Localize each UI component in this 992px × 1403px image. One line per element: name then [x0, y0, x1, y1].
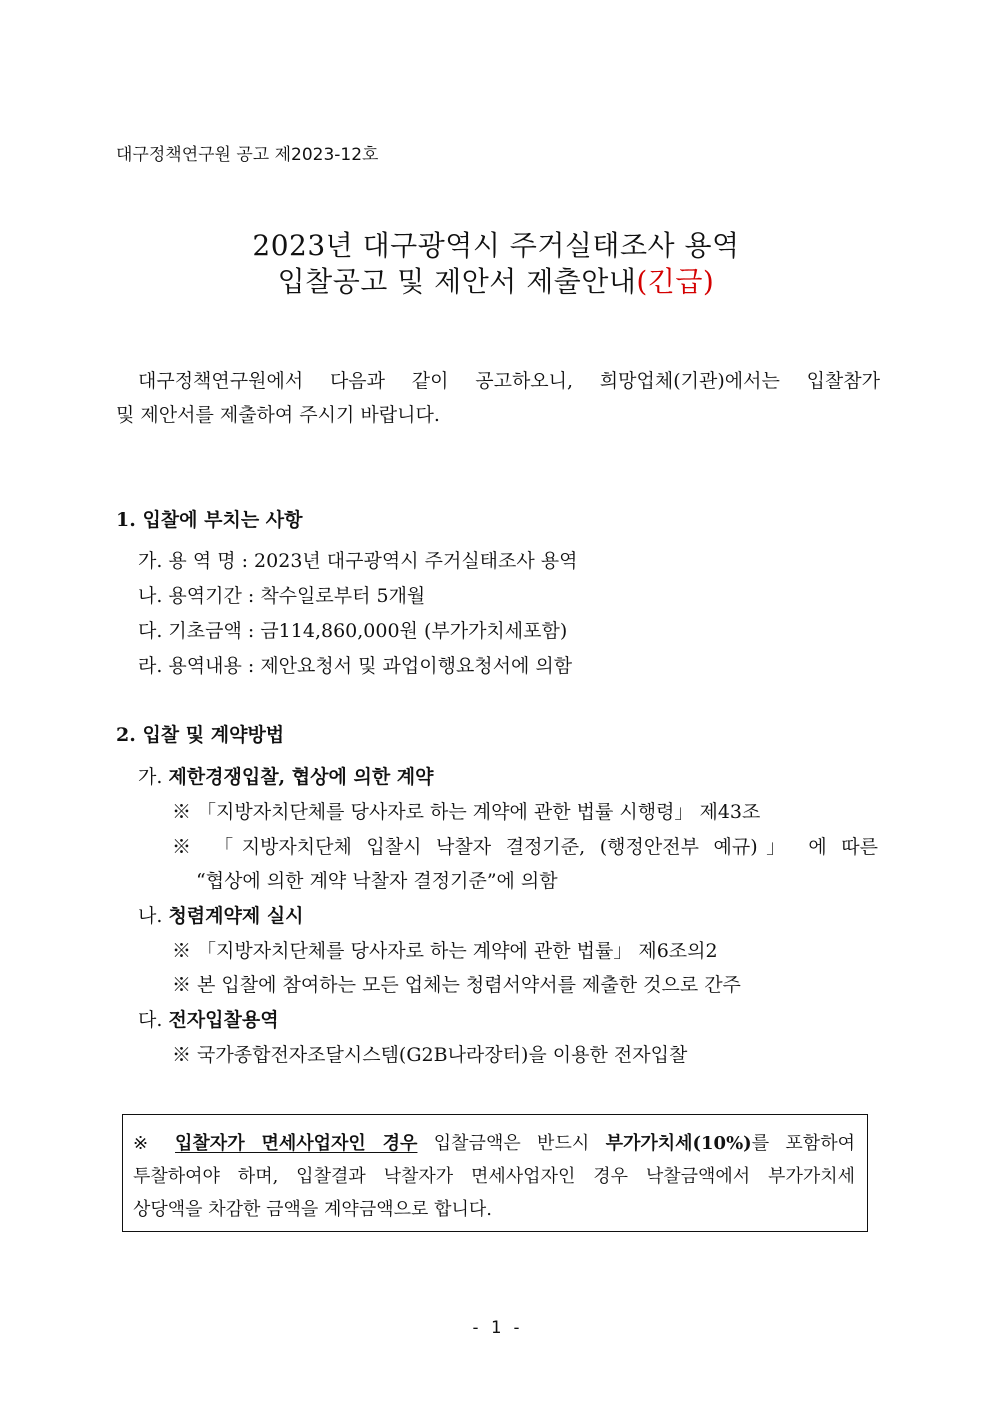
- note-line: ※ 본 입찰에 참여하는 모든 업체는 청렴서약서를 제출한 것으로 간주: [172, 974, 741, 996]
- subsection-a: [138, 762, 434, 789]
- urgent-tag: (긴급): [636, 265, 715, 298]
- notice-end: 를 포함하여: [751, 1133, 855, 1154]
- notice-mark: ※: [133, 1133, 176, 1154]
- notice-underlined: 입찰자가 면세사업자인 경우: [175, 1133, 418, 1154]
- note-line: ※ 「지방자치단체를 당사자로 하는 계약에 관한 법률 시행령」 제43조: [172, 801, 761, 823]
- title-main: 입찰공고 및 제안서 제출안내: [277, 265, 637, 298]
- notice-line-1: [133, 1129, 855, 1155]
- notice-mid: 입찰금액은 반드시: [417, 1133, 606, 1154]
- subsection-a-label: 가.: [138, 766, 169, 788]
- subsection-c: [138, 1005, 279, 1032]
- subsection-a-title: 제한경쟁입찰, 협상에 의한 계약: [168, 766, 434, 788]
- section-1-item: 다. 기초금액 : 금114,860,000원 (부가가치세포함): [138, 620, 568, 642]
- note-line: ※ 국가종합전자조달시스템(G2B나라장터)을 이용한 전자입찰: [172, 1044, 688, 1066]
- section-2-heading: 2. 입찰 및 계약방법: [116, 724, 285, 746]
- notice-bold: 부가가치세(10%): [605, 1133, 752, 1154]
- notice-line-2: 투찰하여야 하며, 입찰결과 낙찰자가 면세사업자인 경우 낙찰금액에서 부가가치세: [133, 1166, 855, 1187]
- title-line-2: [0, 260, 992, 300]
- section-1-item: 나. 용역기간 : 착수일로부터 5개월: [138, 585, 426, 607]
- section-1-heading: 1. 입찰에 부치는 사항: [116, 509, 303, 531]
- note-line: ※ 「지방자치단체 입찰시 낙찰자 결정기준, (행정안전부 예규)」 에 따른: [172, 836, 878, 858]
- section-1-item: 가. 용 역 명 : 2023년 대구광역시 주거실태조사 용역: [138, 550, 578, 572]
- notice-line-3: 상당액을 차감한 금액을 계약금액으로 합니다.: [133, 1199, 492, 1220]
- title-line-1: 2023년 대구광역시 주거실태조사 용역: [252, 229, 740, 262]
- note-line: ※ 「지방자치단체를 당사자로 하는 계약에 관한 법률」 제6조의2: [172, 940, 718, 962]
- page-number: - 1 -: [470, 1318, 522, 1338]
- document-number: 대구정책연구원 공고 제2023-12호: [116, 145, 379, 165]
- intro-line-1: 대구정책연구원에서 다음과 같이 공고하오니, 희망업체(기관)에서는 입찰참가: [138, 370, 880, 392]
- note-line: “협상에 의한 계약 낙찰자 결정기준”에 의함: [196, 870, 558, 892]
- subsection-c-title: 전자입찰용역: [168, 1009, 279, 1031]
- notice-box: [122, 1114, 868, 1232]
- subsection-c-label: 다.: [138, 1009, 169, 1031]
- intro-line-2: 및 제안서를 제출하여 주시기 바랍니다.: [116, 404, 440, 426]
- section-1-item: 라. 용역내용 : 제안요청서 및 과업이행요청서에 의함: [138, 655, 573, 677]
- subsection-b: [138, 901, 304, 928]
- subsection-b-title: 청렴계약제 실시: [168, 905, 304, 927]
- subsection-b-label: 나.: [138, 905, 169, 927]
